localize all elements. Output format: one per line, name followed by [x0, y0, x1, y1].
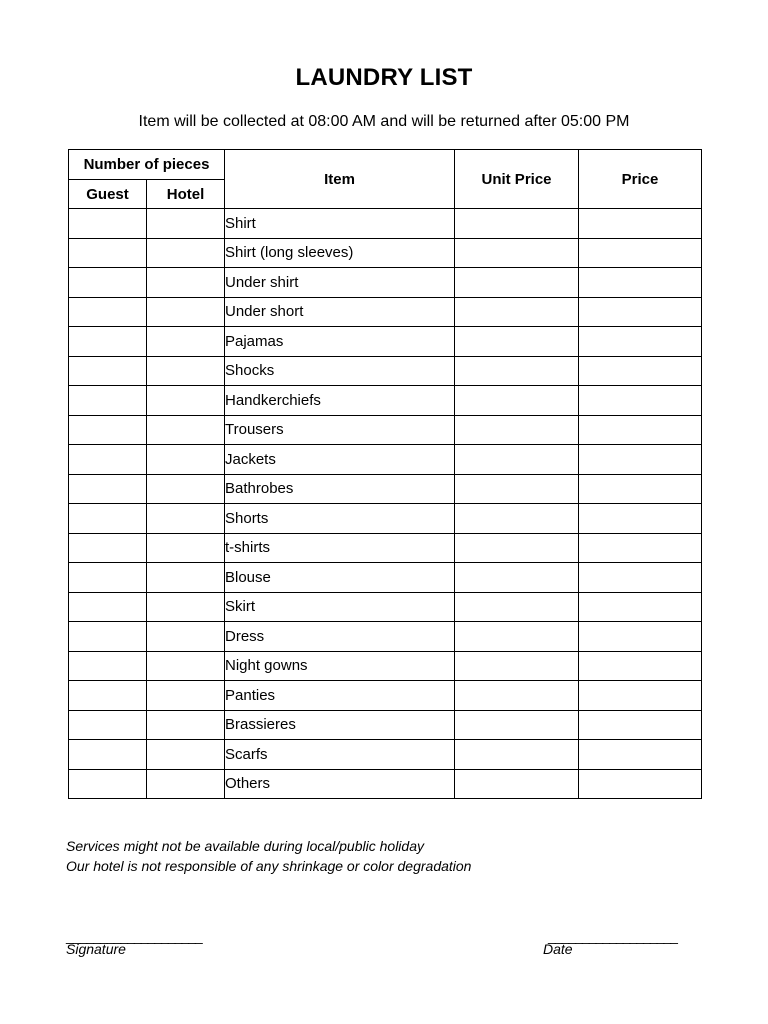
unit-price-cell[interactable]: [455, 740, 579, 770]
hotel-count-cell[interactable]: [147, 474, 225, 504]
item-name-cell: Bathrobes: [225, 474, 455, 504]
table-row: [69, 769, 702, 799]
item-name-cell: Shirt (long sleeves): [225, 238, 455, 268]
item-name-cell: Brassieres: [225, 710, 455, 740]
guest-count-cell[interactable]: [69, 474, 147, 504]
item-name-cell: Under short: [225, 297, 455, 327]
table-row: [69, 740, 702, 770]
price-cell[interactable]: [579, 622, 702, 652]
table-row: [69, 327, 702, 357]
unit-price-cell[interactable]: [455, 415, 579, 445]
table-row: [69, 651, 702, 681]
hotel-count-cell[interactable]: [147, 445, 225, 475]
price-cell[interactable]: [579, 356, 702, 386]
hotel-count-cell[interactable]: [147, 651, 225, 681]
guest-count-cell[interactable]: [69, 504, 147, 534]
table-row: [69, 268, 702, 298]
item-name-cell: Blouse: [225, 563, 455, 593]
signature-line[interactable]: ____________________: [66, 928, 202, 944]
hotel-count-cell[interactable]: [147, 622, 225, 652]
holiday-note: Services might not be available during local/public holiday: [66, 838, 424, 854]
item-name-cell: Pajamas: [225, 327, 455, 357]
item-name-cell: Handkerchiefs: [225, 386, 455, 416]
table-row: [69, 356, 702, 386]
unit-price-cell[interactable]: [455, 356, 579, 386]
item-rows: [69, 209, 702, 799]
hotel-count-cell[interactable]: [147, 327, 225, 357]
unit-price-cell[interactable]: [455, 297, 579, 327]
unit-price-cell[interactable]: [455, 592, 579, 622]
price-cell[interactable]: [579, 710, 702, 740]
table-row: [69, 504, 702, 534]
price-header: Price: [579, 150, 702, 209]
item-name-cell: t-shirts: [225, 533, 455, 563]
price-cell[interactable]: [579, 592, 702, 622]
guest-count-cell[interactable]: [69, 592, 147, 622]
guest-count-cell[interactable]: [69, 238, 147, 268]
item-name-cell: Shorts: [225, 504, 455, 534]
table-row: [69, 445, 702, 475]
hotel-count-cell[interactable]: [147, 386, 225, 416]
item-name-cell: Shocks: [225, 356, 455, 386]
price-cell[interactable]: [579, 238, 702, 268]
unit-price-cell[interactable]: [455, 386, 579, 416]
item-name-cell: Night gowns: [225, 651, 455, 681]
guest-count-cell[interactable]: [69, 268, 147, 298]
table-row: [69, 386, 702, 416]
hotel-count-cell[interactable]: [147, 710, 225, 740]
price-cell[interactable]: [579, 533, 702, 563]
table-row: [69, 622, 702, 652]
number-of-pieces-header: Number of pieces: [69, 150, 225, 180]
item-name-cell: Skirt: [225, 592, 455, 622]
guest-count-cell[interactable]: [69, 740, 147, 770]
guest-count-cell[interactable]: [69, 445, 147, 475]
unit-price-cell[interactable]: [455, 327, 579, 357]
guest-count-cell[interactable]: [69, 356, 147, 386]
price-cell[interactable]: [579, 504, 702, 534]
table-row: [69, 681, 702, 711]
price-cell[interactable]: [579, 769, 702, 799]
date-label: Date: [543, 941, 573, 957]
price-cell[interactable]: [579, 327, 702, 357]
page-title: LAUNDRY LIST: [295, 64, 473, 91]
item-name-cell: Shirt: [225, 209, 455, 239]
price-cell[interactable]: [579, 209, 702, 239]
price-cell[interactable]: [579, 651, 702, 681]
guest-count-cell[interactable]: [69, 651, 147, 681]
hotel-count-cell[interactable]: [147, 740, 225, 770]
hotel-count-cell[interactable]: [147, 563, 225, 593]
unit-price-cell[interactable]: [455, 769, 579, 799]
price-cell[interactable]: [579, 445, 702, 475]
hotel-count-cell[interactable]: [147, 681, 225, 711]
item-name-cell: Jackets: [225, 445, 455, 475]
hotel-count-cell[interactable]: [147, 533, 225, 563]
unit-price-cell[interactable]: [455, 209, 579, 239]
unit-price-cell[interactable]: [455, 238, 579, 268]
item-name-cell: Trousers: [225, 415, 455, 445]
unit-price-header: Unit Price: [455, 150, 579, 209]
price-cell[interactable]: [579, 681, 702, 711]
unit-price-cell[interactable]: [455, 504, 579, 534]
guest-count-cell[interactable]: [69, 386, 147, 416]
unit-price-cell[interactable]: [455, 651, 579, 681]
price-cell[interactable]: [579, 563, 702, 593]
guest-count-cell[interactable]: [69, 769, 147, 799]
unit-price-cell[interactable]: [455, 445, 579, 475]
price-cell[interactable]: [579, 415, 702, 445]
table-row: [69, 297, 702, 327]
guest-count-cell[interactable]: [69, 209, 147, 239]
unit-price-cell[interactable]: [455, 681, 579, 711]
unit-price-cell[interactable]: [455, 622, 579, 652]
table-row: [69, 710, 702, 740]
hotel-count-cell[interactable]: [147, 297, 225, 327]
price-cell[interactable]: [579, 386, 702, 416]
guest-count-cell[interactable]: [69, 415, 147, 445]
table-row: [69, 209, 702, 239]
table-row: [69, 563, 702, 593]
hotel-count-cell[interactable]: [147, 592, 225, 622]
table-row: [69, 474, 702, 504]
hotel-count-cell[interactable]: [147, 356, 225, 386]
hotel-count-cell[interactable]: [147, 209, 225, 239]
guest-count-cell[interactable]: [69, 563, 147, 593]
unit-price-cell[interactable]: [455, 710, 579, 740]
item-name-cell: Others: [225, 769, 455, 799]
hotel-count-cell[interactable]: [147, 504, 225, 534]
hotel-header: Hotel: [147, 180, 225, 209]
signature-label: Signature: [66, 941, 126, 957]
hotel-count-cell[interactable]: [147, 415, 225, 445]
laundry-table: [68, 149, 702, 799]
unit-price-cell[interactable]: [455, 563, 579, 593]
table-row: [69, 533, 702, 563]
guest-count-cell[interactable]: [69, 710, 147, 740]
unit-price-cell[interactable]: [455, 533, 579, 563]
price-cell[interactable]: [579, 740, 702, 770]
guest-count-cell[interactable]: [69, 533, 147, 563]
unit-price-cell[interactable]: [455, 474, 579, 504]
item-name-cell: Dress: [225, 622, 455, 652]
hotel-count-cell[interactable]: [147, 769, 225, 799]
guest-count-cell[interactable]: [69, 622, 147, 652]
hotel-count-cell[interactable]: [147, 268, 225, 298]
price-cell[interactable]: [579, 297, 702, 327]
liability-note: Our hotel is not responsible of any shrinkage or color degradation: [66, 858, 472, 874]
hotel-count-cell[interactable]: [147, 238, 225, 268]
unit-price-cell[interactable]: [455, 268, 579, 298]
guest-count-cell[interactable]: [69, 297, 147, 327]
item-name-cell: Under shirt: [225, 268, 455, 298]
item-name-cell: Panties: [225, 681, 455, 711]
date-line[interactable]: ___________________: [548, 928, 677, 944]
table-row: [69, 415, 702, 445]
collection-info: Item will be collected at 08:00 AM and will be returned after 05:00 PM: [138, 113, 630, 130]
item-header: Item: [225, 150, 455, 209]
guest-header: Guest: [69, 180, 147, 209]
table-row: [69, 592, 702, 622]
guest-count-cell[interactable]: [69, 327, 147, 357]
item-name-cell: Scarfs: [225, 740, 455, 770]
table-row: [69, 238, 702, 268]
guest-count-cell[interactable]: [69, 681, 147, 711]
price-cell[interactable]: [579, 268, 702, 298]
price-cell[interactable]: [579, 474, 702, 504]
